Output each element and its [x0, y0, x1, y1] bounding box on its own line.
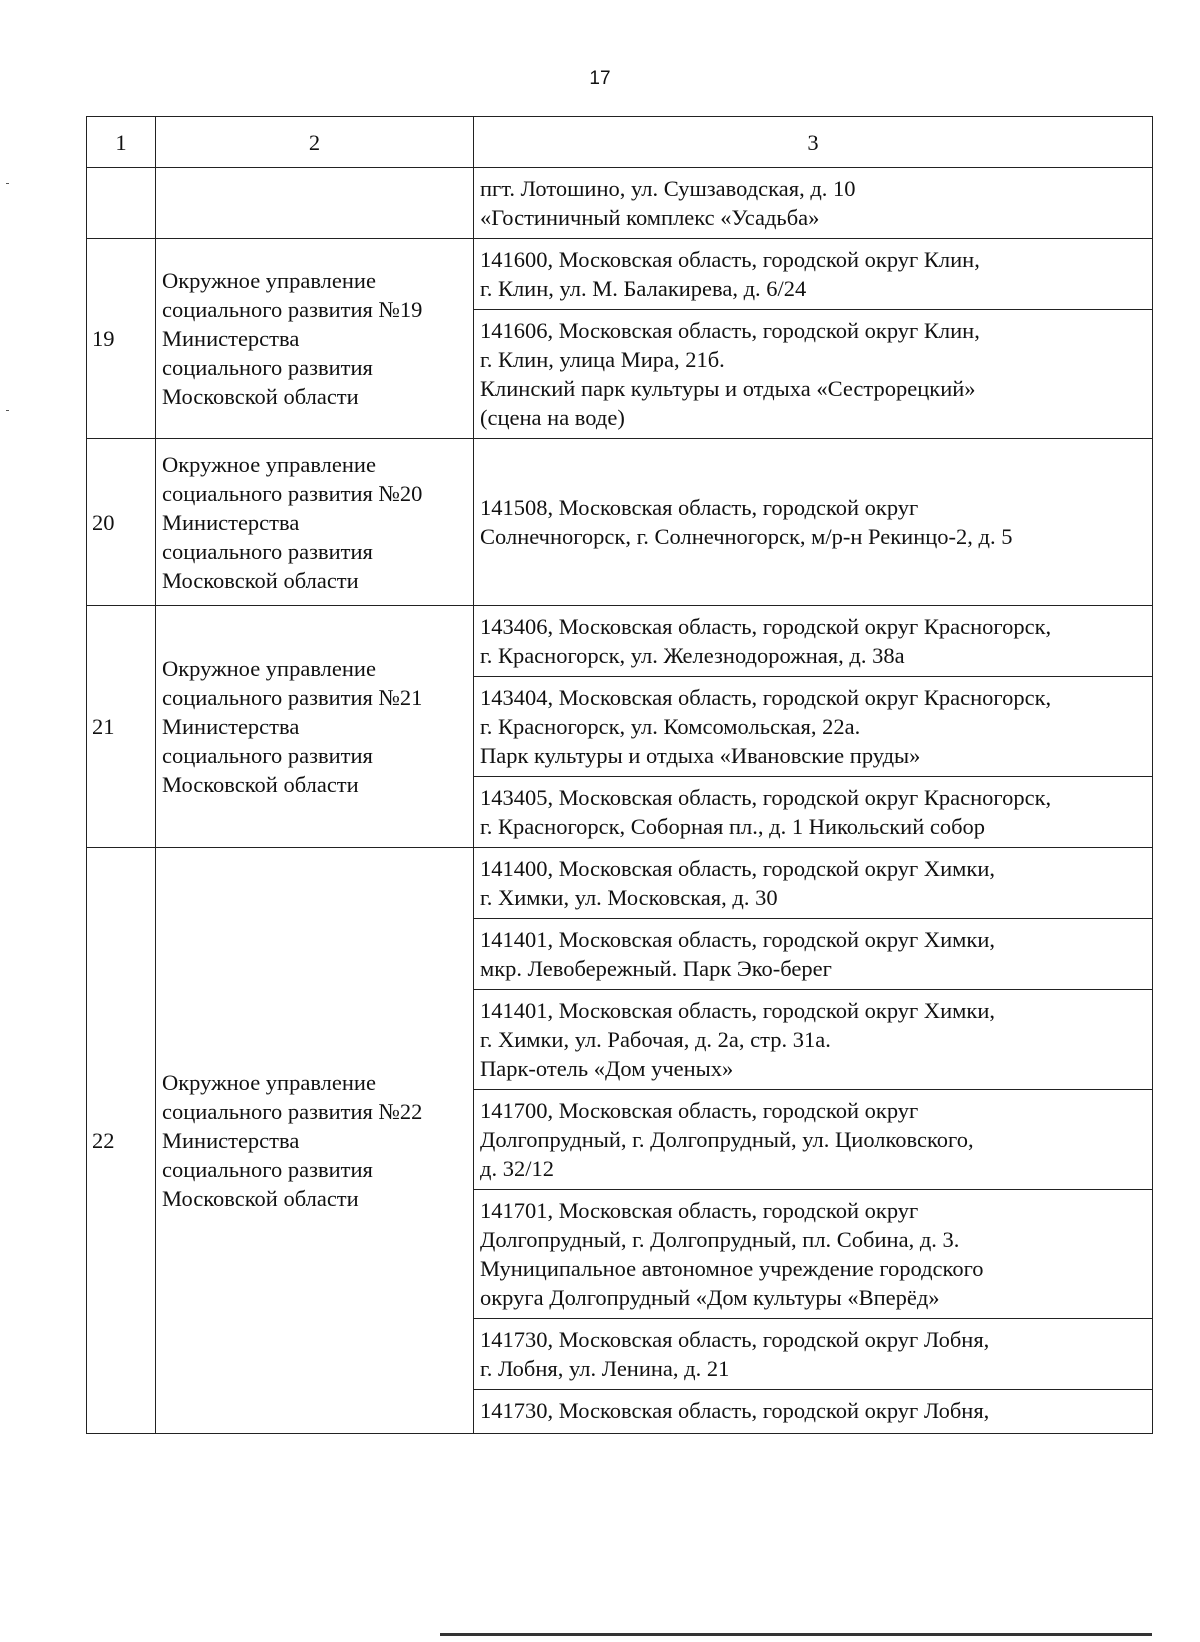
- address-line: Солнечногорск, г. Солнечногорск, м/р-н Рекинцо-2, д. 5: [480, 524, 1013, 549]
- address-line: г. Красногорск, Соборная пл., д. 1 Никольский собор: [480, 814, 986, 839]
- address-cell: [474, 439, 1153, 606]
- organization-line: Министерства: [162, 509, 300, 535]
- address-line: «Гостиничный комплекс «Усадьба»: [480, 205, 820, 230]
- scan-mark: [6, 410, 9, 411]
- organization-line: социального развития №20: [162, 480, 423, 506]
- address-line: 141401, Московская область, городской округ Химки,: [480, 998, 996, 1023]
- organization-line: социального развития: [162, 538, 373, 564]
- column-header-3: 3: [474, 117, 1153, 168]
- table-row: [87, 439, 1153, 606]
- table-row: [87, 168, 1153, 239]
- organization-line: Министерства: [162, 326, 300, 351]
- address-line: г. Химки, ул. Московская, д. 30: [480, 885, 778, 910]
- address-line: округа Долгопрудный «Дом культуры «Вперёд»: [480, 1285, 940, 1310]
- address-line: Парк-отель «Дом ученых»: [480, 1056, 734, 1081]
- address-line: 141606, Московская область, городской округ Клин,: [480, 318, 980, 343]
- organization-line: Министерства: [162, 714, 300, 739]
- address-cell: [474, 1390, 1153, 1434]
- organization-line: Министерства: [162, 1128, 300, 1153]
- address-cell: [474, 168, 1153, 239]
- address-cell: [474, 1190, 1153, 1319]
- scan-mark: [6, 183, 9, 184]
- address-cell: [474, 606, 1153, 677]
- organization-line: Московской области: [162, 1186, 359, 1211]
- table-row: [87, 848, 1153, 919]
- address-line: 141700, Московская область, городской округ: [480, 1098, 919, 1123]
- address-line: 143406, Московская область, городской округ Красногорск,: [480, 614, 1052, 639]
- address-line: Муниципальное автономное учреждение городского: [480, 1256, 984, 1281]
- address-line: 141730, Московская область, городской округ Лобня,: [480, 1398, 990, 1423]
- address-line: г. Красногорск, ул. Комсомольская, 22а.: [480, 714, 861, 739]
- page-number: 17: [589, 68, 611, 89]
- address-line: Долгопрудный, г. Долгопрудный, ул. Циолковского,: [480, 1127, 974, 1152]
- addresses-table: [86, 116, 1153, 1434]
- organization-line: социального развития: [162, 743, 373, 768]
- organization-cell: [156, 848, 474, 1434]
- address-cell: [474, 310, 1153, 439]
- address-line: мкр. Левобережный. Парк Эко-берег: [480, 956, 832, 981]
- organization-line: Окружное управление: [162, 656, 376, 681]
- address-line: г. Клин, улица Мира, 21б.: [480, 347, 725, 372]
- row-number: 22: [87, 848, 156, 1434]
- address-line: Парк культуры и отдыха «Ивановские пруды»: [480, 743, 921, 768]
- organization-line: социального развития: [162, 355, 373, 380]
- organization-line: социального развития №22: [162, 1099, 423, 1124]
- address-cell: [474, 777, 1153, 848]
- organization-line: социального развития: [162, 1157, 373, 1182]
- organization-cell: [156, 439, 474, 606]
- address-cell: [474, 677, 1153, 777]
- address-cell: [474, 990, 1153, 1090]
- organization-line: Окружное управление: [162, 451, 376, 477]
- address-line: д. 32/12: [480, 1156, 554, 1181]
- address-cell: [474, 239, 1153, 310]
- address-line: (сцена на воде): [480, 405, 625, 430]
- address-line: 141701, Московская область, городской округ: [480, 1198, 919, 1223]
- table-row: [87, 606, 1153, 677]
- address-line: Долгопрудный, г. Долгопрудный, пл. Собина, д. 3.: [480, 1227, 960, 1252]
- row-number: 20: [87, 439, 156, 606]
- organization-cell: [156, 168, 474, 239]
- address-line: г. Клин, ул. М. Балакирева, д. 6/24: [480, 276, 807, 301]
- address-cell: [474, 919, 1153, 990]
- table-header-row: [87, 117, 1153, 168]
- row-number-cell: [87, 168, 156, 239]
- address-cell: [474, 1319, 1153, 1390]
- address-line: 141600, Московская область, городской округ Клин,: [480, 247, 980, 272]
- address-line: 141401, Московская область, городской округ Химки,: [480, 927, 996, 952]
- organization-line: Московской области: [162, 567, 359, 593]
- address-line: 141508, Московская область, городской округ: [480, 495, 919, 520]
- row-number: 21: [87, 606, 156, 848]
- organization-line: социального развития №21: [162, 685, 423, 710]
- row-number: 19: [87, 239, 156, 439]
- column-header-1: 1: [87, 117, 156, 168]
- column-header-2: 2: [156, 117, 474, 168]
- address-cell: [474, 848, 1153, 919]
- table-row: [87, 239, 1153, 310]
- address-line: г. Химки, ул. Рабочая, д. 2а, стр. 31а.: [480, 1027, 831, 1052]
- address-line: 141400, Московская область, городской округ Химки,: [480, 856, 996, 881]
- scan-edge-line: [440, 1633, 1152, 1636]
- organization-cell: [156, 239, 474, 439]
- organization-line: Московской области: [162, 772, 359, 797]
- address-line: 141730, Московская область, городской округ Лобня,: [480, 1327, 990, 1352]
- organization-line: Окружное управление: [162, 1070, 376, 1095]
- organization-line: Окружное управление: [162, 268, 376, 293]
- address-line: 143405, Московская область, городской округ Красногорск,: [480, 785, 1052, 810]
- address-line: г. Лобня, ул. Ленина, д. 21: [480, 1356, 730, 1381]
- address-line: г. Красногорск, ул. Железнодорожная, д. 38а: [480, 643, 905, 668]
- organization-line: социального развития №19: [162, 297, 423, 322]
- address-line: пгт. Лотошино, ул. Сушзаводская, д. 10: [480, 176, 856, 201]
- organization-cell: [156, 606, 474, 848]
- address-line: 143404, Московская область, городской округ Красногорск,: [480, 685, 1052, 710]
- organization-line: Московской области: [162, 384, 359, 409]
- address-line: Клинский парк культуры и отдыха «Сестрорецкий»: [480, 376, 976, 401]
- address-cell: [474, 1090, 1153, 1190]
